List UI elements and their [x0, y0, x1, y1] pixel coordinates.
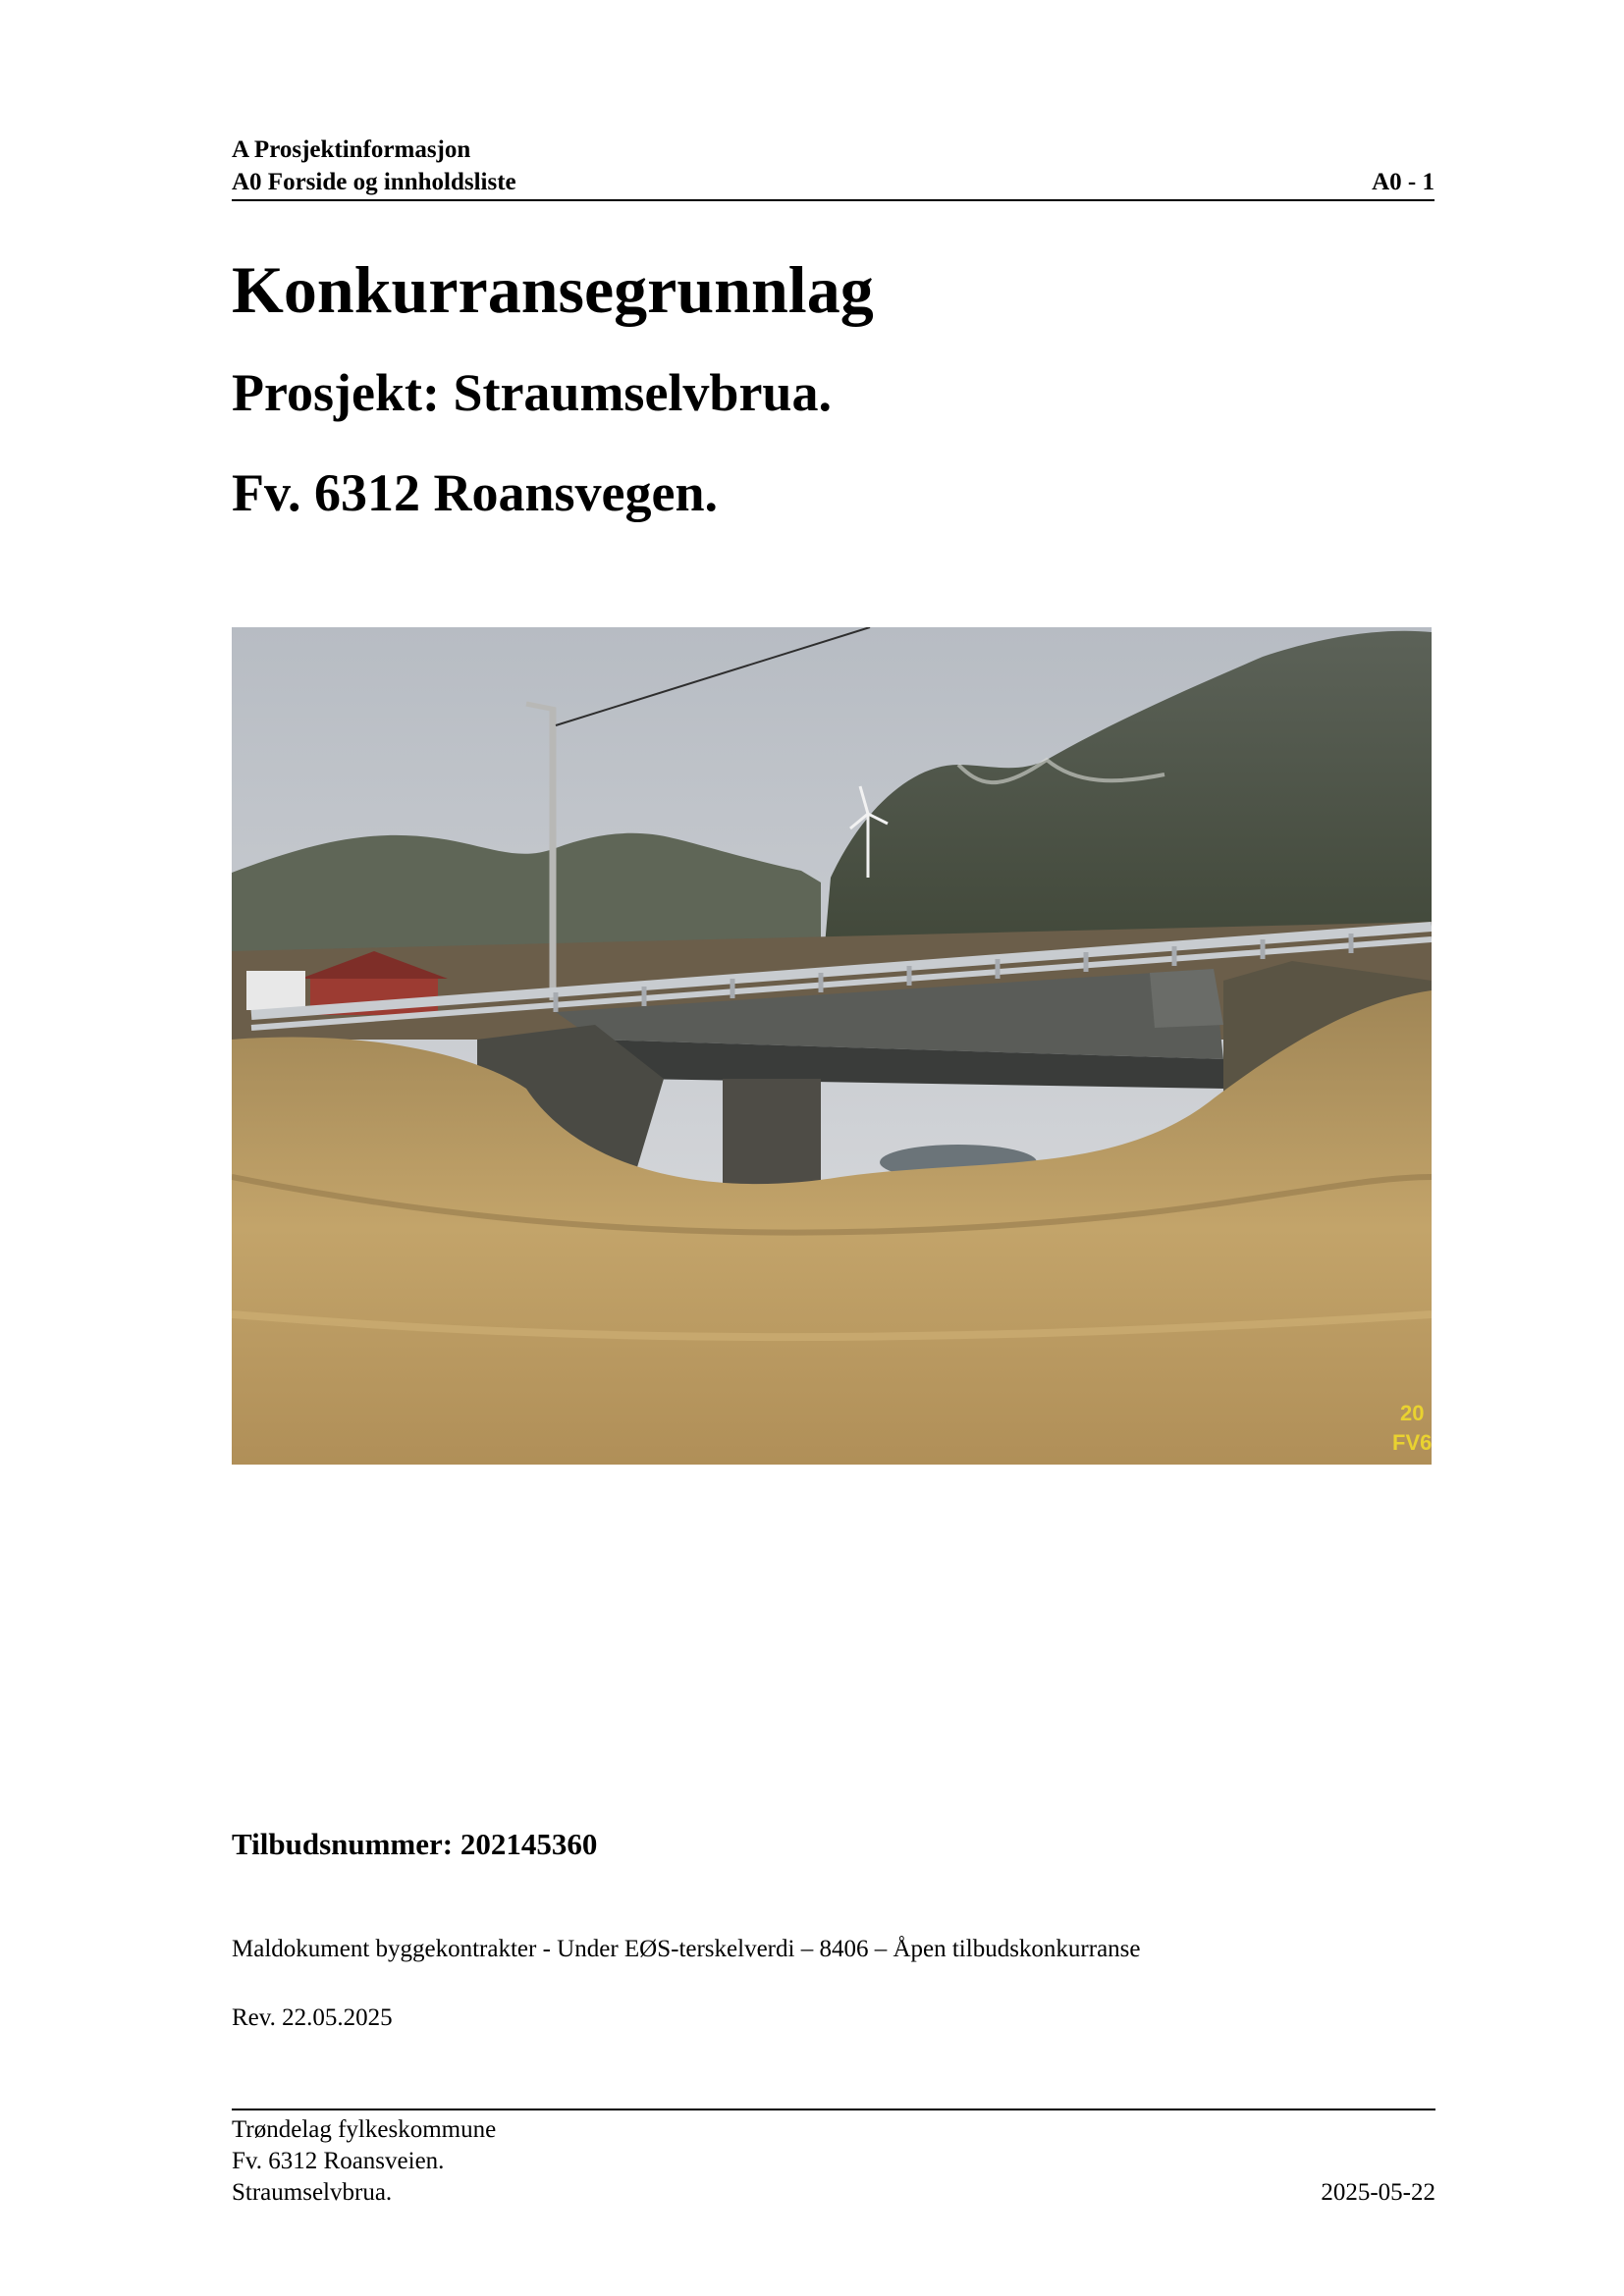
header-section-title: A Prosjektinformasjon [232, 136, 471, 163]
tender-number: Tilbudsnummer: 202145360 [232, 1827, 598, 1861]
page-footer [232, 2109, 1435, 2209]
project-name: Prosjekt: Straumselvbrua. [232, 363, 832, 422]
footer-project: Straumselvbrua. [232, 2179, 393, 2206]
template-description: Maldokument byggekontrakter - Under EØS-terskelverdi – 8406 – Åpen tilbudskonkurranse [232, 1936, 1141, 1962]
document-title: Konkurransegrunnlag [232, 252, 874, 327]
road-name: Fv. 6312 Roansvegen. [232, 463, 719, 522]
revision-date: Rev. 22.05.2025 [232, 2004, 393, 2031]
bridge-photo [232, 627, 1432, 1465]
header-subsection-title: A0 Forside og innholdsliste [232, 169, 516, 195]
footer-organization: Trøndelag fylkeskommune [232, 2116, 497, 2143]
photo-date-stamp-line2: FV6 [1392, 1430, 1432, 1455]
header-rule [232, 199, 1435, 201]
footer-date: 2025-05-22 [1321, 2179, 1435, 2206]
header-page-ref: A0 - 1 [1372, 169, 1435, 195]
page-header [232, 133, 1435, 201]
photo-date-stamp-line1: 20 [1400, 1401, 1425, 1425]
footer-road: Fv. 6312 Roansveien. [232, 2148, 445, 2174]
